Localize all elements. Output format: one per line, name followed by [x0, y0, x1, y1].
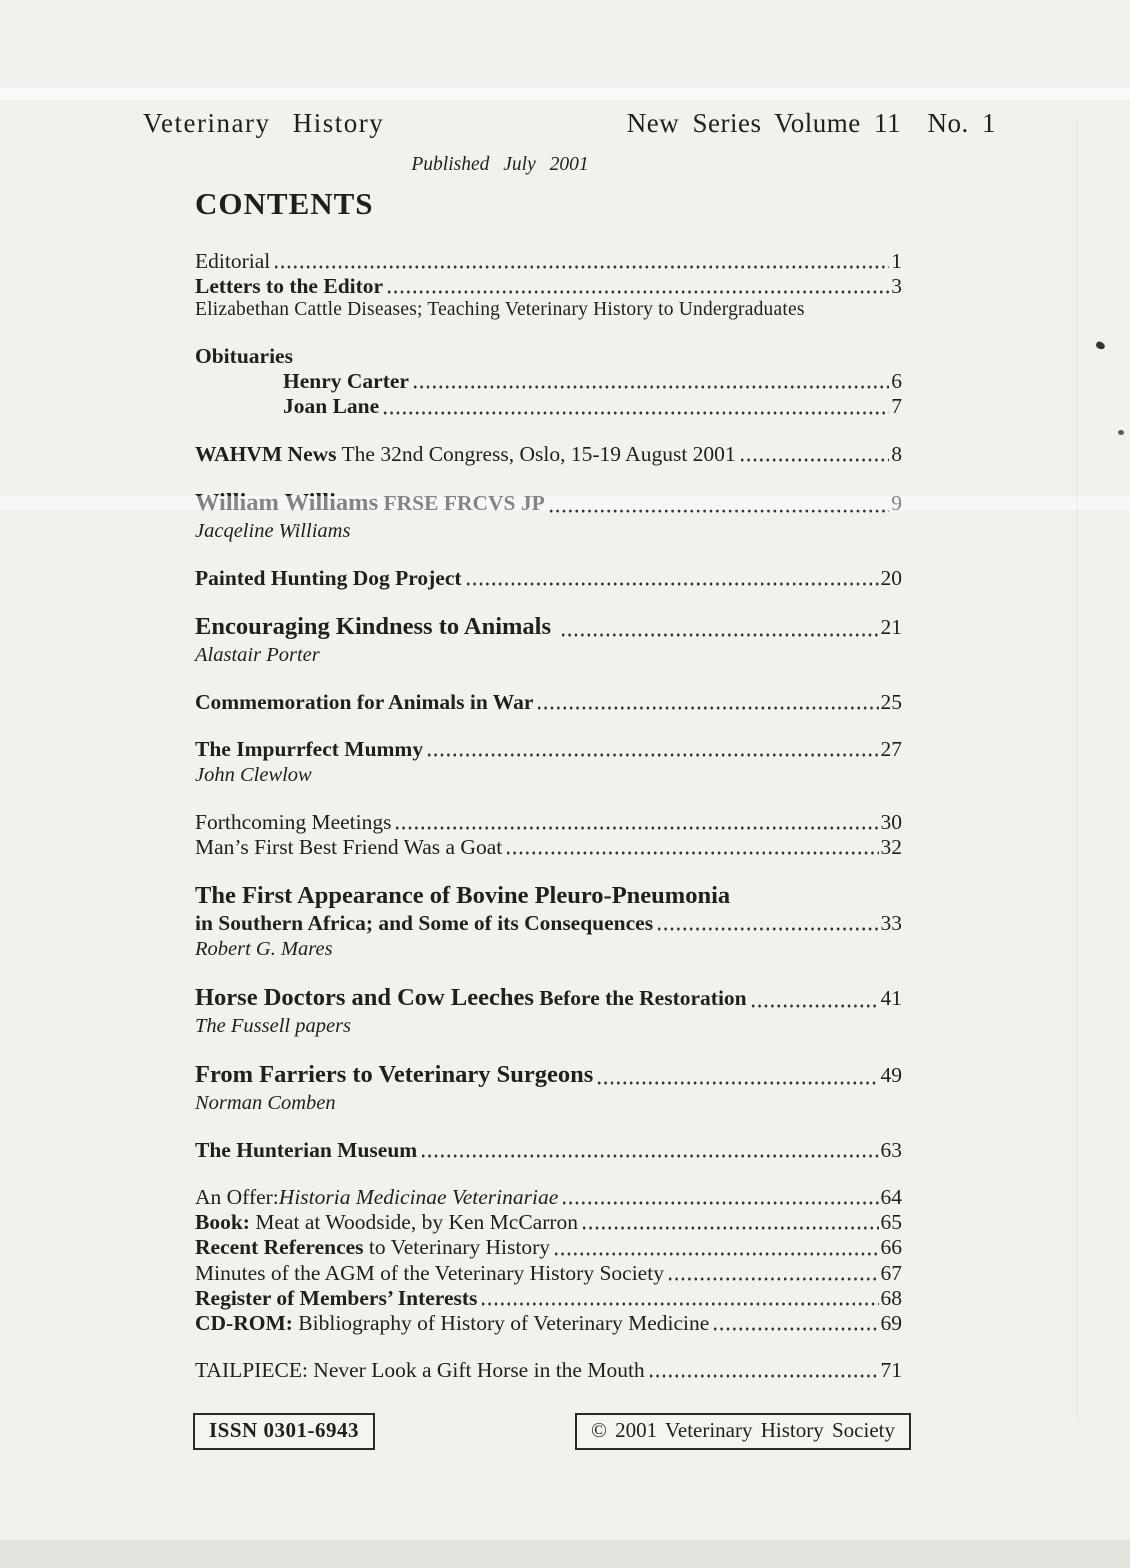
- toc-entry-title: An Offer:Historia Medicinae Veterinariae: [195, 1185, 559, 1210]
- toc-row: [195, 1261, 902, 1286]
- toc-entry-title: in Southern Africa; and Some of its Consequences: [195, 911, 654, 936]
- dot-leader: [386, 289, 889, 295]
- dot-leader: [739, 457, 890, 463]
- toc-block: [195, 344, 902, 419]
- toc-row: [195, 810, 902, 835]
- toc-entry-title: Register of Members’ Interests: [195, 1285, 478, 1310]
- dot-leader: [596, 1080, 878, 1086]
- toc-block: [195, 1061, 902, 1116]
- toc-entry-title: Elizabethan Cattle Diseases; Teaching Veterinary History to Undergraduates: [195, 299, 805, 321]
- toc-row: [195, 1185, 902, 1210]
- contents-heading: CONTENTS: [195, 186, 374, 221]
- toc-block: [195, 489, 902, 544]
- toc-entry-title: Robert G. Mares: [195, 938, 333, 961]
- toc-row: [195, 882, 902, 911]
- dot-leader: [394, 825, 878, 831]
- dot-leader: [553, 1251, 878, 1257]
- toc-entry-title: Editorial: [195, 249, 271, 273]
- toc-row: [195, 1311, 902, 1336]
- page-number: 21: [880, 614, 902, 639]
- page-number: 20: [880, 565, 902, 590]
- toc-block: [195, 1138, 902, 1163]
- toc-block: [195, 984, 902, 1039]
- dot-leader: [412, 384, 889, 390]
- toc-row: [195, 835, 902, 860]
- toc-row: [195, 613, 902, 642]
- toc-row: [195, 394, 902, 419]
- toc-entry-title: Joan Lane: [283, 394, 380, 419]
- dot-leader: [656, 926, 878, 932]
- toc-row: [195, 369, 902, 394]
- toc-entry-title: WAHVM News The 32nd Congress, Oslo, 15-19 August 2001: [195, 441, 736, 466]
- toc-row: [195, 442, 902, 467]
- toc-entry-title: Commemoration for Animals in War: [195, 689, 534, 714]
- toc-entry-title: Horse Doctors and Cow Leeches Before the Restoration: [195, 984, 747, 1012]
- scan-fold-line: [1076, 120, 1078, 1420]
- page-number: 3: [891, 274, 902, 299]
- dot-leader: [382, 410, 889, 416]
- dot-leader: [548, 508, 890, 514]
- dot-leader: [465, 581, 879, 587]
- toc-author: [195, 644, 902, 668]
- toc-row: [195, 566, 902, 591]
- scan-speck: [1095, 341, 1106, 351]
- footer: [193, 1413, 911, 1450]
- toc-block: [195, 810, 902, 860]
- dot-leader: [561, 1200, 878, 1206]
- published-date-line: Published July 2001: [411, 154, 589, 175]
- toc-block: [195, 566, 902, 591]
- toc-entry-title: Letters to the Editor: [195, 274, 384, 299]
- dot-leader: [667, 1276, 879, 1282]
- toc-entry-title: The Fussell papers: [195, 1015, 352, 1038]
- page-number: 41: [880, 986, 902, 1011]
- toc-row: [195, 1358, 902, 1383]
- page-number: 63: [880, 1137, 902, 1162]
- page-number: 33: [880, 911, 902, 936]
- toc-entry-title: Book: Meat at Woodside, by Ken McCarron: [195, 1210, 579, 1235]
- toc-entry-title: Minutes of the AGM of the Veterinary History Society: [195, 1260, 664, 1285]
- toc-row: [195, 249, 902, 274]
- toc-entry-title: The First Appearance of Bovine Pleuro-Pneumonia: [195, 882, 731, 910]
- toc: [195, 249, 902, 1383]
- toc-row: [195, 1210, 902, 1235]
- toc-entry-title: The Impurrfect Mummy: [195, 736, 424, 761]
- toc-entry-title: Norman Comben: [195, 1091, 336, 1114]
- journal-title: Veterinary History: [143, 108, 385, 138]
- toc-block: [195, 1185, 902, 1336]
- toc-row: [195, 1061, 902, 1090]
- page-number: 68: [880, 1285, 902, 1310]
- issn-box: ISSN 0301-6943: [193, 1413, 375, 1450]
- dot-leader: [750, 1003, 879, 1009]
- page-number: 9: [891, 490, 902, 515]
- toc-block: [195, 882, 902, 962]
- page-number: 65: [880, 1210, 902, 1235]
- toc-entry-title: Recent References to Veterinary History: [195, 1235, 551, 1260]
- toc-entry-title: Henry Carter: [283, 369, 409, 394]
- page-number: 7: [891, 394, 902, 419]
- dot-leader: [712, 1326, 878, 1332]
- dot-leader: [581, 1225, 878, 1231]
- dot-leader: [420, 1153, 878, 1159]
- toc-row: [195, 274, 902, 299]
- page-number: 6: [891, 369, 902, 394]
- toc-entry-title: John Clewlow: [195, 763, 312, 786]
- page-number: 69: [880, 1310, 902, 1335]
- toc-row: [195, 984, 902, 1013]
- toc-row: [195, 1286, 902, 1311]
- scan-speck: [1118, 430, 1124, 435]
- toc-entry-title: CD-ROM: Bibliography of History of Veterinary Medicine: [195, 1310, 710, 1335]
- toc-entry-title: Jacqeline Williams: [195, 519, 351, 542]
- dot-leader: [426, 752, 878, 758]
- page-number: 64: [880, 1185, 902, 1210]
- dot-leader: [536, 705, 878, 711]
- toc-entry-title: TAILPIECE: Never Look a Gift Horse in the Mouth: [195, 1357, 645, 1382]
- copyright-box: © 2001 Veterinary History Society: [575, 1413, 911, 1450]
- page-number: 8: [891, 441, 902, 466]
- page-number: 1: [891, 249, 902, 273]
- dot-leader: [273, 264, 889, 270]
- page-number: 66: [880, 1235, 902, 1260]
- page-number: 32: [880, 834, 902, 859]
- toc-row: [195, 911, 902, 936]
- toc-entry-title: Obituaries: [195, 344, 293, 369]
- toc-row: [195, 489, 902, 518]
- toc-row: [195, 1235, 902, 1260]
- toc-block: [195, 737, 902, 788]
- page-number: 27: [880, 736, 902, 761]
- page-number: 71: [880, 1357, 902, 1382]
- masthead: [0, 0, 1130, 139]
- toc-subnote: [195, 299, 902, 322]
- toc-author: [195, 520, 902, 544]
- dot-leader: [648, 1373, 879, 1379]
- toc-author: [195, 938, 902, 962]
- page-number: 49: [880, 1063, 902, 1088]
- toc-row: [195, 690, 902, 715]
- series-volume-info: New Series Volume 11 No. 1: [626, 108, 996, 138]
- toc-author: [195, 764, 902, 788]
- toc-row: [195, 344, 902, 369]
- toc-author: [195, 1015, 902, 1039]
- toc-block: [195, 690, 902, 715]
- dot-leader: [505, 850, 878, 856]
- toc-author: [195, 1092, 902, 1116]
- toc-entry-title: William Williams FRSE FRCVS JP: [195, 488, 545, 516]
- toc-block: [195, 1358, 902, 1383]
- toc-entry-title: Encouraging Kindness to Animals: [195, 612, 558, 640]
- toc-entry-title: Painted Hunting Dog Project: [195, 565, 462, 590]
- toc-entry-title: From Farriers to Veterinary Surgeons: [195, 1061, 594, 1089]
- toc-entry-title: Man’s First Best Friend Was a Goat: [195, 834, 503, 859]
- toc-entry-title: The Hunterian Museum: [195, 1137, 418, 1162]
- toc-block: [195, 249, 902, 322]
- dot-leader: [560, 632, 878, 638]
- toc-entry-title: Alastair Porter: [195, 643, 320, 666]
- page-number: 25: [880, 689, 902, 714]
- toc-row: [195, 1138, 902, 1163]
- toc-row: [195, 737, 902, 762]
- toc-block: [195, 442, 902, 467]
- toc-entry-title: Forthcoming Meetings: [195, 809, 392, 834]
- toc-block: [195, 613, 902, 668]
- page-number: 30: [880, 809, 902, 834]
- scan-bottom-shade: [0, 1540, 1130, 1568]
- page-number: 67: [880, 1260, 902, 1285]
- dot-leader: [480, 1301, 878, 1307]
